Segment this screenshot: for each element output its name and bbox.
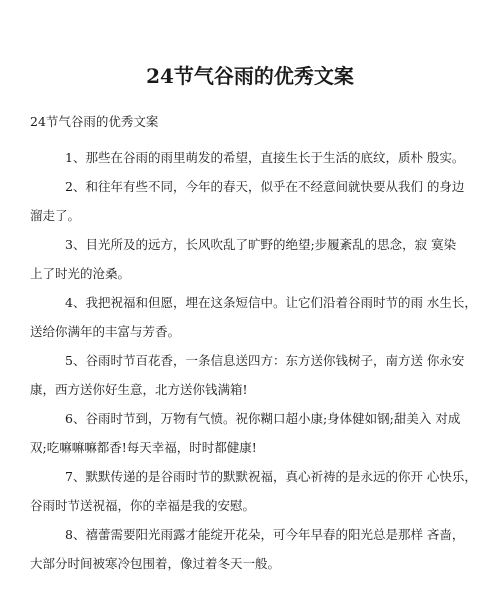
paragraph-line: 康，西方送你好生意，北方送你钱满箱! — [30, 382, 248, 397]
paragraph-2 — [30, 172, 470, 230]
paragraph-3 — [30, 230, 470, 288]
paragraph-6 — [30, 404, 470, 462]
paragraph-line: 4、我把祝福和但愿，埋在这条短信中。让它们沿着谷雨时节的雨 水生长， — [65, 295, 477, 310]
paragraph-line: 6、谷雨时节到，万物有气愤。祝你糊口超小康;身体健如钢;甜美入 对成 — [65, 411, 461, 426]
paragraph-line: 3、目光所及的远方，长风吹乱了旷野的绝望;步履紊乱的思念，寂 寞染 — [65, 237, 457, 252]
paragraph-line: 溜走了。 — [30, 208, 81, 223]
paragraph-5 — [30, 346, 470, 404]
paragraph-line: 7、默默传递的是谷雨时节的默默祝福，真心祈祷的是永远的你开 心快乐， — [65, 469, 477, 484]
paragraph-line: 送给你满年的丰富与芳香。 — [30, 324, 181, 339]
paragraph-4 — [30, 288, 477, 346]
document-title: 24节气谷雨的优秀文案 — [146, 64, 354, 88]
paragraph-line: 2、和往年有些不同，今年的春天，似乎在不经意间就快要从我们 的身边 — [65, 179, 465, 194]
paragraph-line: 双;吃嘛嘛嘛都香!每天幸福，时时都健康! — [30, 440, 257, 455]
paragraph-line: 8、禧蕾需要阳光雨露才能绽开花朵，可今年早春的阳光总是那样 吝啬， — [65, 527, 465, 542]
document-subtitle: 24节气谷雨的优秀文案 — [30, 114, 159, 129]
paragraph-8 — [30, 520, 470, 578]
paragraph-1 — [30, 143, 470, 172]
paragraph-7 — [30, 462, 477, 520]
paragraph-line: 1、那些在谷雨的雨里萌发的希望，直接生长于生活的底纹，质朴 殷实。 — [65, 150, 465, 165]
paragraph-line: 谷雨时节送祝福，你的幸福是我的安慰。 — [30, 498, 256, 513]
paragraph-line: 5、谷雨时节百花香，一条信息送四方：东方送你钱树子，南方送 你永安 — [65, 353, 465, 368]
paragraph-line: 上了时光的沧桑。 — [30, 266, 131, 281]
paragraph-line: 大部分时间被寒冷包围着，像过着冬天一般。 — [30, 556, 281, 571]
